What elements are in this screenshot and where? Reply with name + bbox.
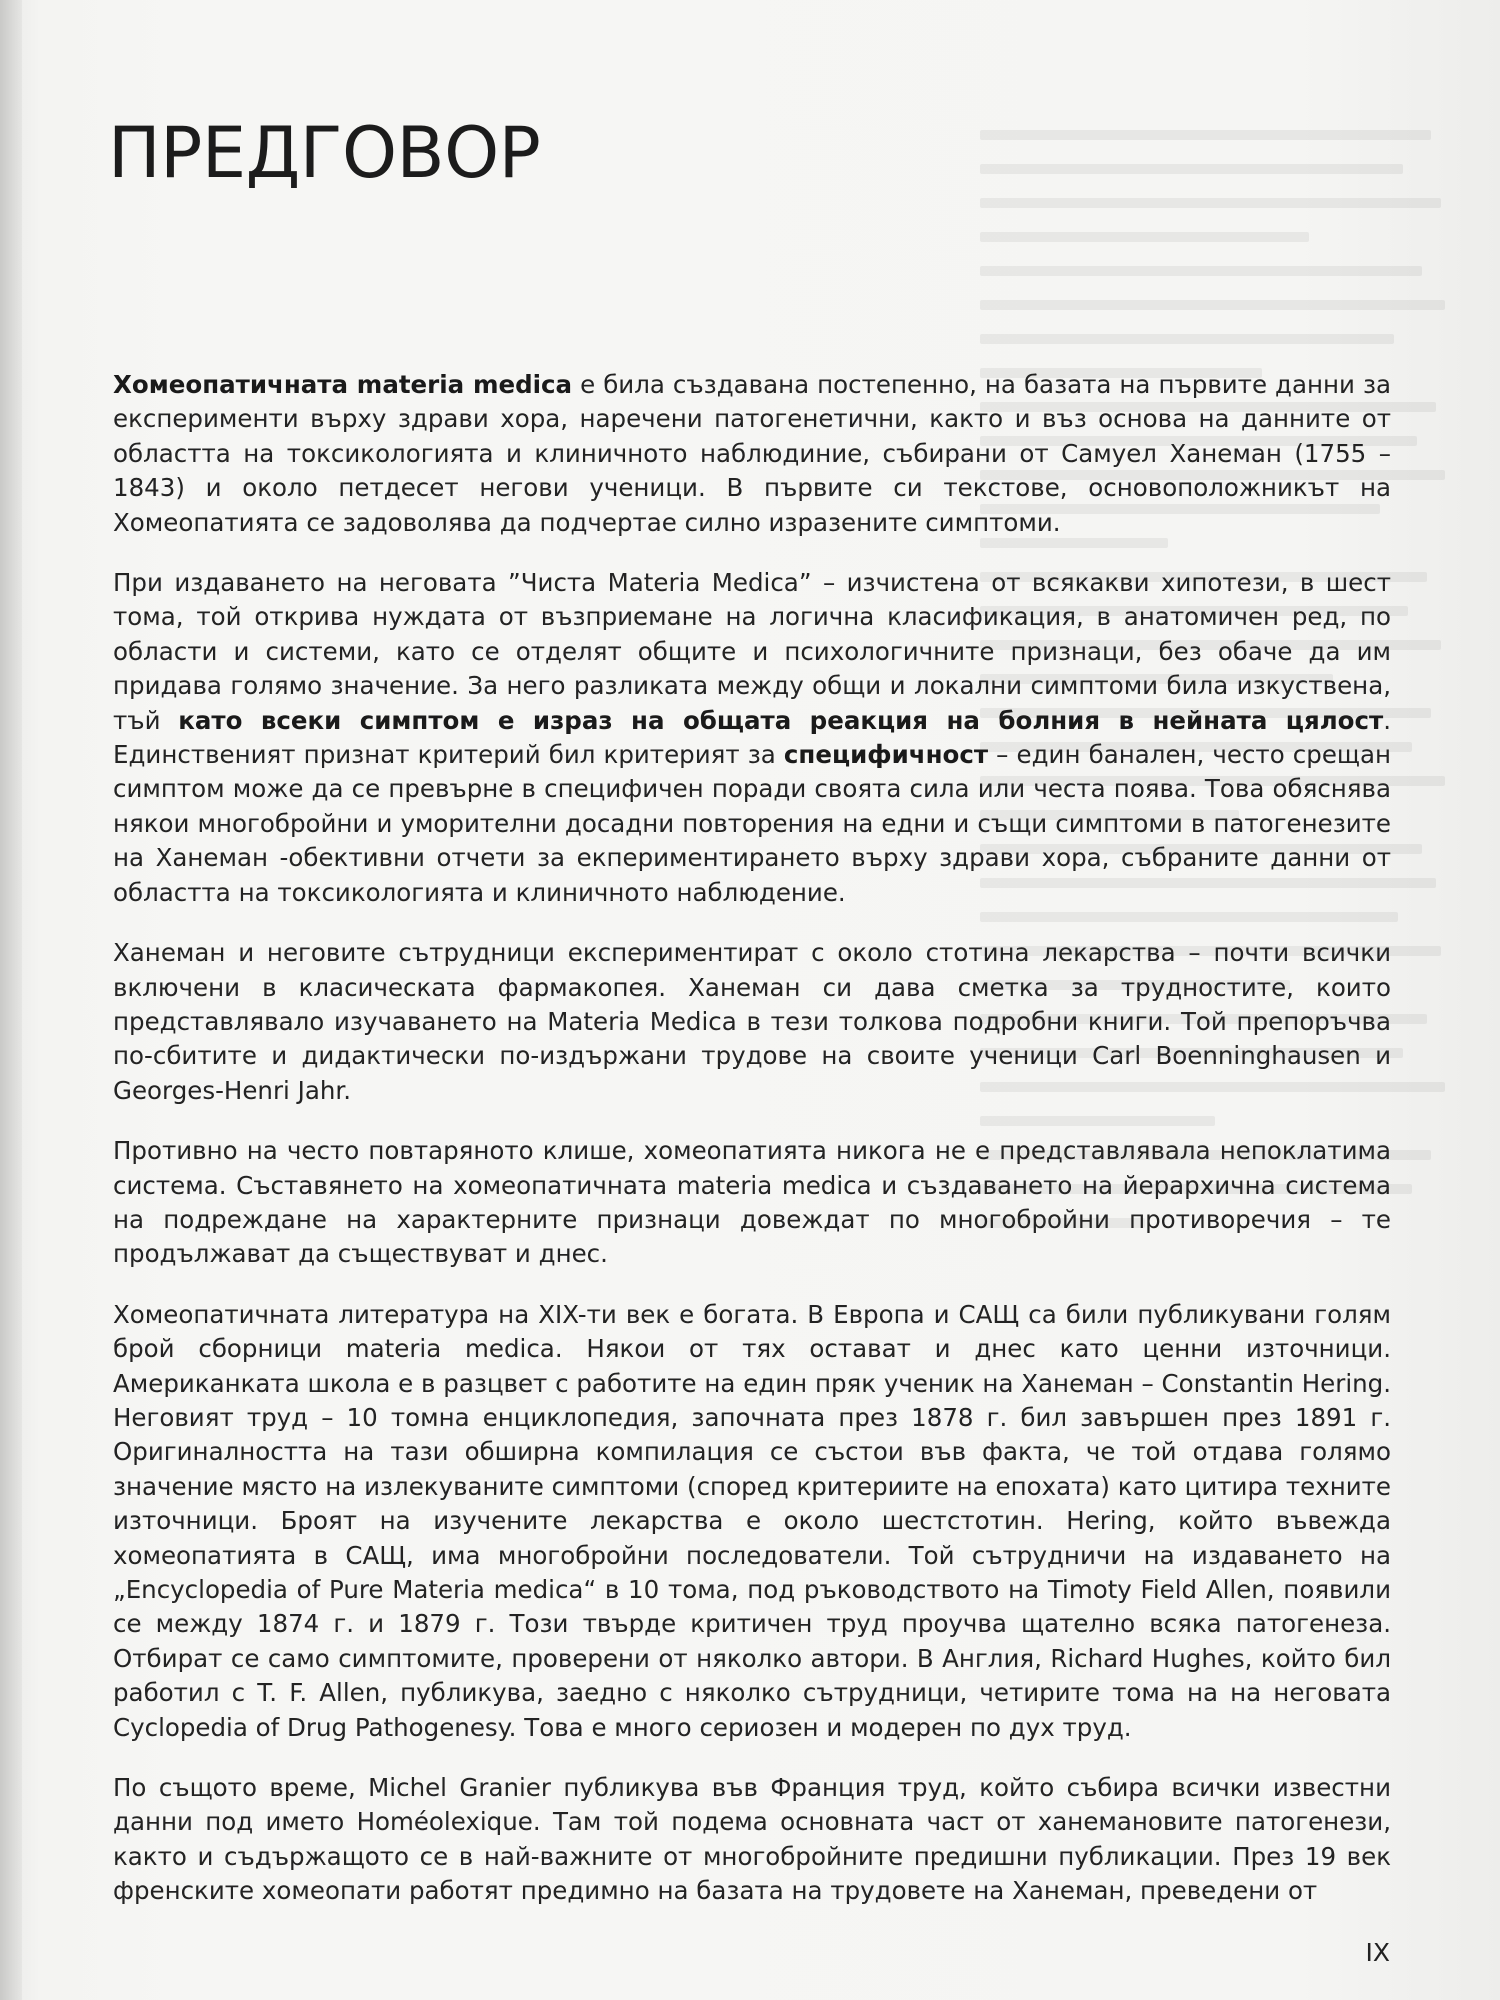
body-text	[113, 368, 1391, 1935]
bold-emphasis: като всеки симптом е израз на общата реакция на болния в нейната цялост	[178, 705, 1384, 735]
page-number: IX	[1365, 1938, 1390, 1967]
page-title: ПРЕДГОВОР	[108, 112, 541, 194]
bold-lead: Хомеопатичната materia medica	[113, 370, 573, 399]
paragraph-text: – един банален, често срещан симптом може да се превърне в специфичен поради своята сила или честа поява. Това обяснява някои многобройни и уморителни досадни повторения на едни и същи симптоми в патогенезите на Ханеман -обективни отчети за екпериментирането върху здрави хора, събраните данни от областта на токсикологията и клиничното наблюдение.	[113, 740, 1392, 907]
paragraph: Противно на често повтаряното клише, хомеопатията никога не е представлявала непоклатима система. Съставянето на хомеопатичната materia medica и създаването на йерархична система на подреждане на характерните признаци довеждат по многобройни противоречия – те продължават да съществуват и днес.	[113, 1136, 1391, 1269]
paragraph: Хомеопатичната литература на XIX-ти век е богата. В Европа и САЩ са били публикувани голям брой сборници materia medica. Някои от тях остават и днес като ценни източници. Американката школа е в разцвет с работите на един пряк ученик на Ханеман – Constantin Hering. Неговият труд – 10 томна енциклопедия, започната през 1878 г. бил завършен през 1891 г. Оригиналността на тази обширна компилация се състои във факта, че той отдава голямо значение място на излекуваните симптоми (според критериите на епохата) като цитира техните източници. Броят на изучените лекарства е около шестстотин. Hering, който въвежда хомеопатията в САЩ, има многобройни последователи. Той сътрудничи на издаването на „Encyclopedia of Pure Materia medica“ в 10 тома, под ръководството на Timoty Field Allen, появили се между 1874 г. и 1879 г. Този твърде критичен труд проучва щателно всяка патогенеза. Отбират се само симптомите, проверени от няколко автори. В Англия, Richard Hughes, който бил работил с T. F. Allen, публикува, заедно с няколко сътрудници, четирите тома на на неговата Cyclopedia of Drug Pathogenesy. Това е много сериозен и модерен по дух труд.	[113, 1299, 1391, 1742]
paragraph-text: е била създавана постепенно, на базата на първите данни за експерименти върху здрави хора, наречени патогенетични, както и въз основа на данните от областта на токсикологията и клиничното наблюдиние, събирани от Самуел Ханеман (1755 – 1843) и около петдесет негови ученици. В първите си текстове, основоположникът на Хомеопатията се задоволява да подчертае силно изразените симптоми.	[113, 370, 1392, 537]
paragraph-text: . Единственият признат критерий бил критерият за	[113, 705, 1391, 770]
gutter-shadow	[0, 0, 22, 2000]
bold-emphasis: специфичност	[783, 740, 989, 770]
paragraph: По същото време, Michel Granier публикува във Франция труд, който събира всички известни данни под името Homéolexique. Там той подема основната част от ханемановите патогенези, както и съдържащото се в най-важните от многобройните предишни публикации. През 19 век френските хомеопати работят предимно на базата на трудовете на Ханеман, преведени от	[113, 1773, 1391, 1906]
paragraph	[113, 566, 1391, 910]
paragraph	[113, 368, 1391, 540]
paragraph: Ханеман и неговите сътрудници експериментират с около стотина лекарства – почти всички включени в класическата фармакопея. Ханеман си дава сметка за трудностите, които представлявало изучаването на Materia Medica в тези толкова подробни книги. Той препоръчва по-сбитите и дидактически по-издържани трудове на своите ученици Carl Boenninghausen и Georges-Henri Jahr.	[113, 938, 1391, 1105]
paragraph-text: При издаването на неговата ”Чиста Materia Medica” – изчистена от всякакви хипотези, в шест тома, той открива нуждата от възприемане на логична класификация, в анатомичен ред, по области и системи, като се отделят общите и психологичните признаци, без обаче да им придава голямо значение. За него разликата между общи и локални симптоми била изкуствена, тъй	[113, 568, 1391, 735]
